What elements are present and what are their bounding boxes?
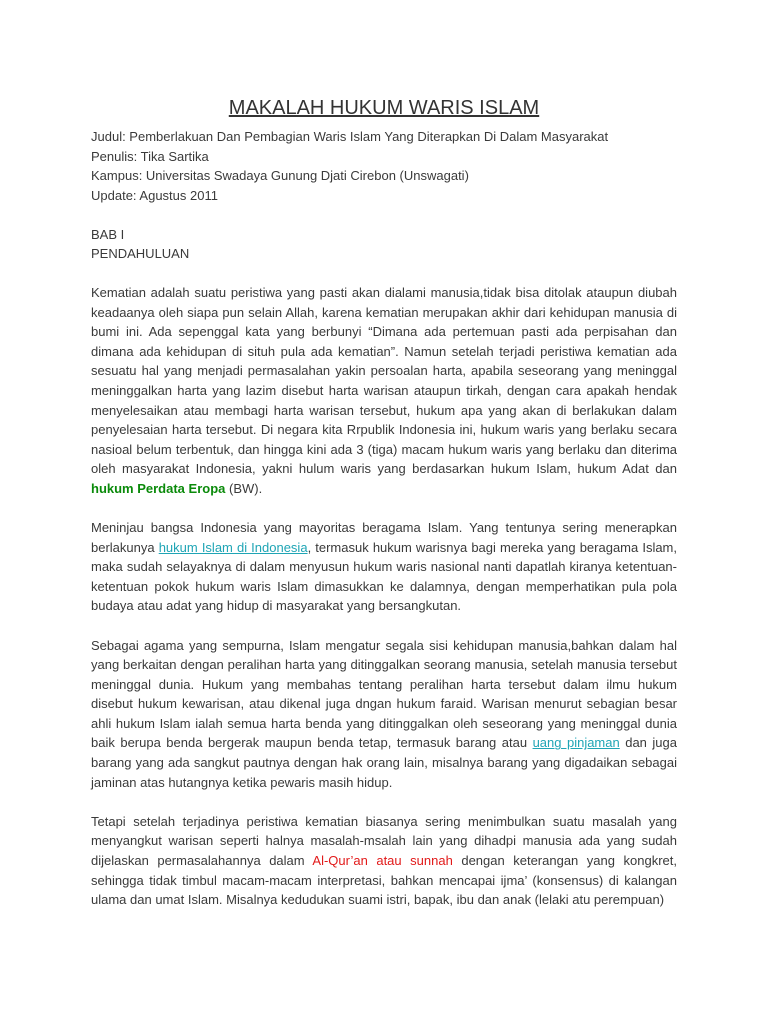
link-hukum-islam-indonesia[interactable]: hukum Islam di Indonesia bbox=[158, 539, 308, 555]
spacer bbox=[91, 616, 677, 636]
highlight-al-quran-sunnah: Al-Qur’an atau sunnah bbox=[312, 852, 453, 868]
link-hukum-perdata-eropa[interactable]: hukum Perdata Eropa bbox=[91, 480, 226, 496]
link-uang-pinjaman[interactable]: uang pinjaman bbox=[532, 735, 620, 751]
paragraph-text: Meninjau bangsa Indonesia yang mayoritas beragama Islam. Yang tentunya sering menerapkan berlakunya bbox=[91, 520, 677, 555]
meta-kampus: Kampus: Universitas Swadaya Gunung Djati Cirebon (Unswagati) bbox=[91, 168, 469, 183]
chapter-number: BAB I bbox=[91, 226, 125, 242]
paragraph-text: Kematian adalah suatu peristiwa yang pasti akan dialami manusia,tidak bisa ditolak ataupun diubah keadaanya oleh siapa pun selain Allah, karena kematian merupakan akhir dari kehidupan manusia di bumi ini. Ada sepenggal kata yang berbunyi “Dimana ada pertemuan pasti ada perpisahan dan dimana ada kehidupan di situh pula ada kematian”. Namun setelah terjadi peristiwa kematian ada sesuatu hal yang menjadi permasalahan yakin persoalan harta, apabila seseorang yang meninggal meninggalkan harta yang lazim disebut harta warisan ataupun tirkah, dengan cara apakah hendak menyelesaikan atau membagi harta warisan tersebut, hukum apa yang akan di berlakukan dalam penyelesaian harta tersebut. Di negara kita Rrpublik Indonesia ini, hukum waris yang berlaku secara nasioal belum terbentuk, dan hingga kini ada 3 (tiga) macam hukum waris yang berlaku dan diterima oleh masyarakat Indonesia, yakni hulum waris yang berdasarkan hukum Islam, hukum Adat dan bbox=[91, 285, 677, 477]
paragraph-3 bbox=[91, 636, 677, 793]
chapter-title: PENDAHULUAN bbox=[91, 246, 190, 261]
meta-judul: Judul: Pemberlakuan Dan Pembagian Waris Islam Yang Diterapkan Di Dalam Masyarakat bbox=[91, 129, 609, 144]
paragraph-4 bbox=[91, 812, 677, 910]
paragraph-text: Tetapi setelah terjadinya peristiwa kematian biasanya sering menimbulkan suatu masalah yang menyangkut warisan seperti halnya masalah-msalah lain yang dihadpi manusia ada yang sudah dijelaskan permasalahannya dalam bbox=[91, 813, 677, 868]
paragraph-text: , termasuk hukum warisnya bagi mereka yang beragama Islam, maka sudah selayaknya di dalam menyusun hukum waris nasional nanti dapatlah kiranya ketentuan-ketentuan pokok hukum waris Islam dimasukkan ke dalamnya, dengan memperhatikan pula pola budaya atau adat yang hidup di masyarakat yang bersangkutan. bbox=[91, 539, 678, 614]
document-title: MAKALAH HUKUM WARIS ISLAM bbox=[228, 97, 540, 119]
document-page bbox=[91, 96, 677, 910]
paragraph-text: (BW). bbox=[225, 480, 263, 496]
paragraph-1 bbox=[91, 283, 677, 499]
meta-update: Update: Agustus 2011 bbox=[91, 187, 218, 203]
meta-penulis: Penulis: Tika Sartika bbox=[91, 148, 209, 164]
spacer bbox=[91, 792, 677, 812]
paragraph-2 bbox=[91, 518, 677, 616]
paragraph-text: Sebagai agama yang sempurna, Islam mengatur segala sisi kehidupan manusia,bahkan dalam hal yang berkaitan dengan peralihan harta yang ditinggalkan seorang manusia, setelah manusia tersebut meninggal dunia. Hukum yang membahas tentang peralihan harta tersebut dalam ilmu hukum disebut hukum kewarisan, atau dikenal juga dngan hukum faraid. Warisan menurut sebagian besar ahli hukum Islam ialah semua harta benda yang ditinggalkan oleh seseorang yang meninggal dunia baik berupa benda bergerak maupun benda tetap, termasuk barang atau bbox=[91, 637, 677, 751]
spacer bbox=[91, 264, 677, 284]
spacer bbox=[91, 499, 677, 519]
paragraph-text: dan juga barang yang ada sangkut pautnya dengan hak orang lain, misalnya barang yang digadaikan sebagai jaminan atas hutangnya ketika pewaris masih hidup. bbox=[91, 735, 677, 790]
spacer bbox=[91, 205, 677, 225]
paragraph-text: dengan keterangan yang kongkret, sehingga tidak timbul macam-macam interpretasi, bahkan mencapai ijma’ (konsensus) di kalangan ulama dan umat Islam. Misalnya kedudukan suami istri, bapak, ibu dan anak (lelaki atu perempuan) bbox=[91, 852, 677, 908]
